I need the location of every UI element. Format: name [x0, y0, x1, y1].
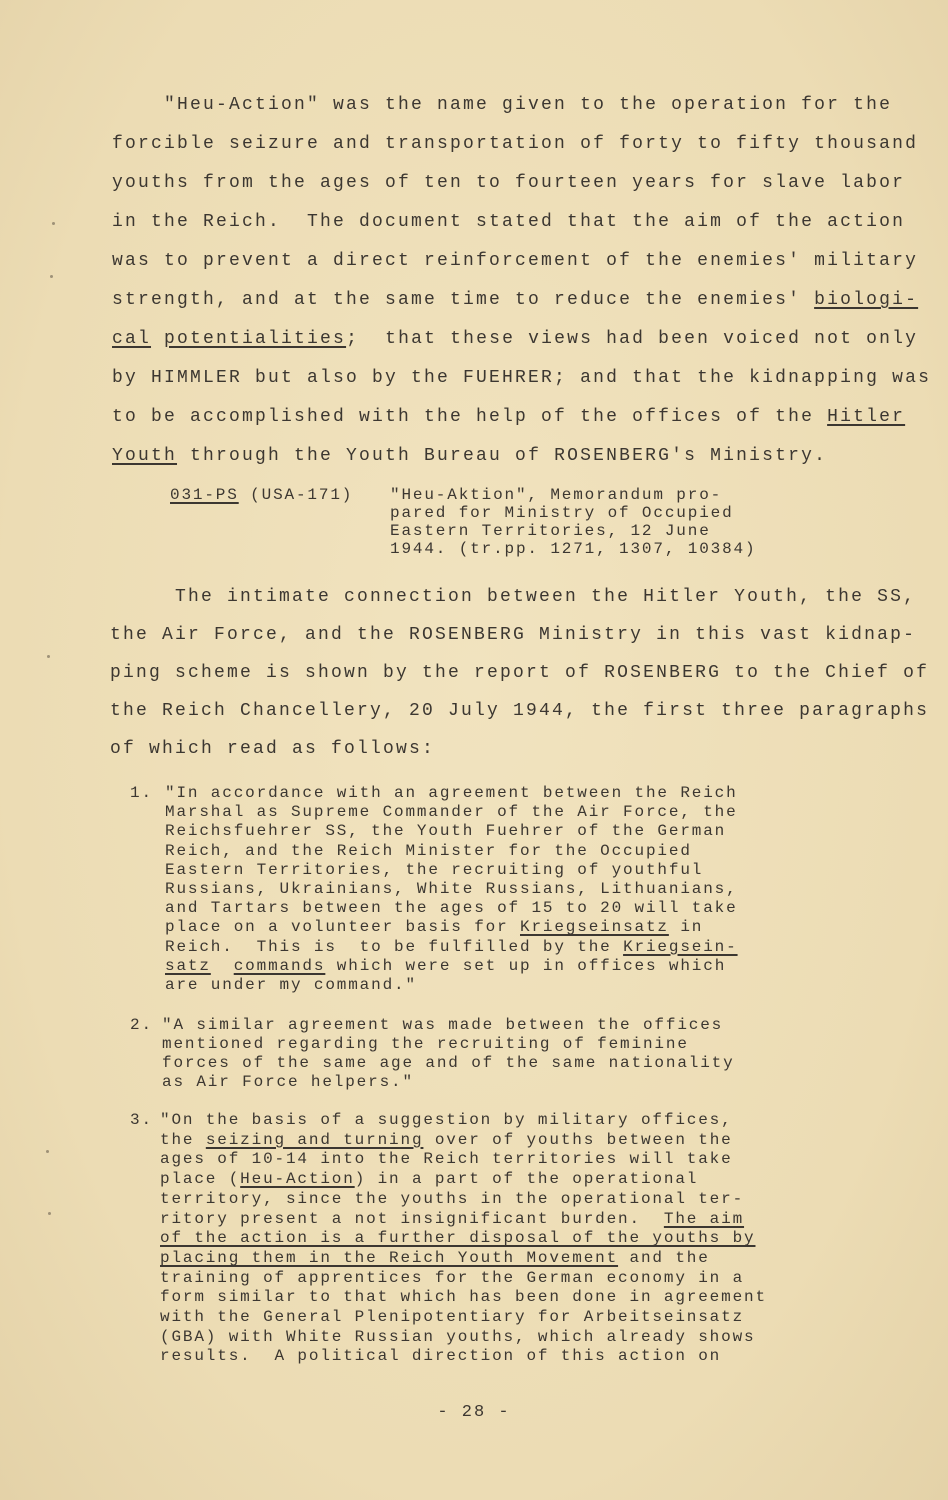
item-number-2: 2.	[130, 1016, 153, 1034]
underlined-text: Youth	[112, 446, 178, 466]
text-segment: Eastern Territories, 12 June	[390, 522, 711, 540]
text-line	[165, 842, 738, 861]
text-segment: (GBA) with White Russian youths, which already shows	[160, 1327, 756, 1346]
text-line	[160, 1347, 767, 1367]
text-line	[162, 1016, 735, 1035]
item-number-1: 1.	[130, 784, 153, 802]
text-segment: the Air Force, and the ROSENBERG Ministry in this vast kidnap-	[110, 625, 917, 645]
underlined-text: The aim	[663, 1209, 745, 1228]
text-line	[160, 1170, 767, 1190]
text-line	[165, 957, 738, 976]
text-segment: and the	[618, 1248, 710, 1267]
paper-speck	[46, 1150, 49, 1153]
text-segment: as Air Force helpers."	[162, 1073, 414, 1091]
underlined-text: placing them in the Reich Youth Movement	[160, 1248, 619, 1267]
text-line	[110, 730, 929, 768]
text-line	[160, 1229, 767, 1249]
text-line	[165, 803, 738, 822]
text-line	[160, 1328, 767, 1348]
underlined-text: biologi-	[814, 290, 919, 310]
text-line	[165, 938, 738, 957]
text-segment	[151, 329, 164, 349]
text-line	[390, 522, 756, 540]
text-line	[165, 880, 738, 899]
text-segment: The intimate connection between the Hitler Youth, the SS,	[110, 587, 917, 607]
page-number: - 28 -	[437, 1403, 511, 1422]
underlined-text: satz	[165, 956, 211, 975]
text-segment: through the Youth Bureau of ROSENBERG's Ministry.	[177, 446, 828, 466]
paper-speck	[50, 275, 53, 278]
paragraph-rosenberg-report	[110, 578, 929, 768]
text-line	[390, 486, 756, 504]
text-line	[160, 1150, 767, 1170]
text-segment: youths from the ages of ten to fourteen years for slave labor	[112, 173, 906, 193]
text-segment: and Tartars between the ages of 15 to 20 will take	[165, 899, 738, 918]
text-segment: over of youths between the	[423, 1130, 733, 1149]
underlined-text: seizing and turning	[205, 1130, 424, 1149]
text-segment: place on a volunteer basis for	[165, 918, 520, 937]
underlined-text: Hitler	[827, 407, 906, 427]
citation-description	[390, 486, 756, 558]
text-segment: forcible seizure and transportation of forty to fifty thousand	[112, 134, 919, 154]
text-segment: pared for Ministry of Occupied	[390, 504, 734, 522]
text-line	[112, 437, 931, 476]
text-line	[165, 918, 738, 937]
text-segment: in the Reich. The document stated that the aim of the action	[112, 212, 906, 232]
text-segment: was to prevent a direct reinforcement of the enemies' military	[112, 251, 919, 271]
text-segment: by HIMMLER but also by the FUEHRER; and that the kidnapping was	[112, 368, 932, 388]
text-segment: Reich, and the Reich Minister for the Occupied	[165, 841, 692, 860]
text-segment: Reich. This is to be fulfilled by the	[165, 937, 624, 956]
text-line	[160, 1131, 767, 1151]
underlined-text: cal	[112, 329, 152, 349]
text-line	[112, 125, 931, 164]
text-line	[112, 320, 931, 359]
text-segment: ; that these views had been voiced not only	[346, 329, 919, 349]
text-line	[165, 784, 738, 803]
text-line	[112, 86, 931, 125]
text-segment: forces of the same age and of the same nationality	[162, 1054, 735, 1072]
text-line	[110, 692, 929, 730]
paper-speck	[52, 222, 55, 225]
text-line	[165, 822, 738, 841]
text-segment: to be accomplished with the help of the offices of the	[112, 407, 828, 427]
text-segment: "On the basis of a suggestion by military offices,	[160, 1111, 733, 1129]
text-line	[112, 359, 931, 398]
text-line	[165, 976, 738, 995]
underlined-text: Kriegseinsatz	[520, 918, 669, 937]
citation-code	[170, 486, 353, 504]
text-segment: territory, since the youths in the operational ter-	[160, 1189, 745, 1208]
text-segment: "Heu-Action" was the name given to the operation for the	[112, 95, 893, 115]
paper-speck	[48, 1212, 51, 1215]
text-segment: "Heu-Aktion", Memorandum pro-	[390, 486, 723, 504]
text-segment: ritory present a not insignificant burden.	[160, 1209, 664, 1228]
underlined-text: potentialities	[164, 329, 347, 349]
text-segment: the Reich Chancellery, 20 July 1944, the first three paragraphs	[110, 701, 930, 721]
text-line	[162, 1035, 735, 1054]
text-line	[112, 203, 931, 242]
text-segment: results. A political direction of this action on	[160, 1347, 722, 1366]
text-line	[110, 578, 929, 616]
text-segment: (USA-171)	[238, 486, 354, 504]
text-segment: "A similar agreement was made between the offices	[162, 1016, 724, 1034]
text-segment: Reichsfuehrer SS, the Youth Fuehrer of the German	[165, 822, 727, 841]
text-line	[390, 540, 756, 558]
text-segment: Russians, Ukrainians, White Russians, Lithuanians,	[165, 880, 738, 899]
underlined-text: commands	[233, 956, 326, 975]
text-line	[160, 1190, 767, 1210]
text-segment: which were set up in offices which	[325, 956, 727, 975]
text-line	[160, 1269, 767, 1289]
text-line	[390, 504, 756, 522]
text-line	[112, 242, 931, 281]
paragraph-heu-action	[112, 86, 931, 476]
text-line	[160, 1249, 767, 1269]
text-segment: strength, and at the same time to reduce the enemies'	[112, 290, 815, 310]
underlined-text: Heu-Action	[240, 1170, 355, 1189]
underlined-text: Kriegsein-	[623, 937, 738, 956]
text-line	[162, 1054, 735, 1073]
quoted-item-1	[165, 784, 738, 995]
text-line	[165, 899, 738, 918]
text-segment	[211, 957, 234, 975]
text-segment: Eastern Territories, the recruiting of youthful	[165, 860, 704, 879]
text-segment: are under my command."	[165, 976, 417, 995]
text-segment: training of apprentices for the German economy in a	[160, 1268, 745, 1287]
item-number-3: 3.	[130, 1111, 153, 1129]
text-line	[110, 616, 929, 654]
text-line	[170, 486, 353, 504]
text-line	[160, 1210, 767, 1230]
text-segment: ping scheme is shown by the report of ROSENBERG to the Chief of	[110, 663, 930, 683]
text-segment: of which read as follows:	[110, 739, 436, 759]
text-line	[160, 1308, 767, 1328]
quoted-item-2	[162, 1016, 735, 1092]
text-segment: place (	[160, 1170, 241, 1189]
paper-speck	[47, 655, 50, 658]
text-segment: "In accordance with an agreement between the Reich	[165, 784, 738, 802]
text-segment: form similar to that which has been done in agreement	[160, 1288, 767, 1307]
underlined-text: 031-PS	[170, 486, 239, 504]
text-line	[160, 1111, 767, 1131]
text-segment: in	[668, 918, 704, 937]
text-segment: 1944. (tr.pp. 1271, 1307, 10384)	[390, 540, 757, 558]
text-segment: mentioned regarding the recruiting of feminine	[162, 1035, 689, 1053]
text-line	[112, 281, 931, 320]
text-segment: ) in a part of the operational	[354, 1170, 699, 1189]
text-line	[165, 861, 738, 880]
text-line	[112, 164, 931, 203]
text-line	[162, 1073, 735, 1092]
text-segment: Marshal as Supreme Commander of the Air Force, the	[165, 803, 738, 822]
text-line	[112, 398, 931, 437]
text-segment: the	[160, 1130, 206, 1149]
text-segment: with the General Plenipotentiary for Arbeitseinsatz	[160, 1308, 745, 1327]
text-line	[160, 1288, 767, 1308]
text-line	[110, 654, 929, 692]
underlined-text: of the action is a further disposal of the youths by	[160, 1229, 756, 1248]
quoted-item-3	[160, 1111, 767, 1367]
text-segment: ages of 10-14 into the Reich territories will take	[160, 1150, 733, 1169]
